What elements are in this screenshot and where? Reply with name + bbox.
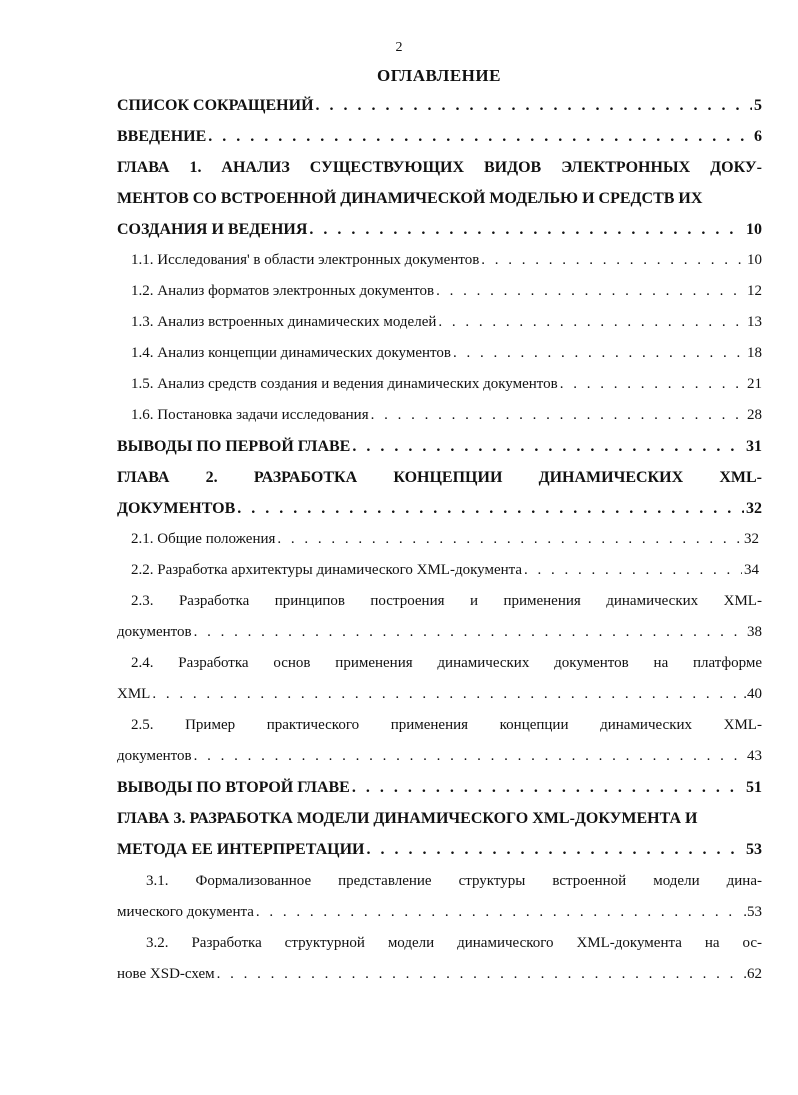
toc-entry-text: 1.5. Анализ средств создания и ведения динамических документов [131,376,558,392]
leader-dots [194,624,745,641]
leader-dots [524,562,742,579]
page-title: ОГЛАВЛЕНИЕ [377,66,501,85]
word: ос- [742,935,762,951]
leader-dots [481,252,745,269]
word: Формализованное [195,873,312,889]
word: модели [387,935,435,951]
toc-entry-page: 38 [747,624,762,640]
word: РАЗРАБОТКА [253,469,358,486]
toc-entry-3-1[interactable] [117,904,762,926]
word: 1. [189,159,202,176]
toc-entry-chapter-3-line-1 [117,810,762,832]
word: структурной [284,935,365,951]
toc-entry-text: 1.1. Исследования' в области электронных документов [131,252,480,268]
toc-entry-text: ВЫВОДЫ ПО ПЕРВОЙ ГЛАВЕ [117,438,351,455]
toc-entry-1-3[interactable] [131,314,762,336]
word: 3.1. [146,873,169,889]
toc-entry-chapter-1[interactable] [117,221,762,243]
word: концепции [499,717,569,733]
toc-entry-page: 10 [747,252,762,268]
toc-entry-conclusions-2[interactable] [117,779,762,801]
toc-entry-page: 32 [744,531,759,547]
word: на [704,935,720,951]
word: Разработка [191,935,262,951]
word: КОНЦЕПЦИИ [393,469,503,486]
toc-entry-page: .53 [743,904,762,920]
toc-entry-text: 1.3. Анализ встроенных динамических моделей [131,314,437,330]
word: и [469,593,478,609]
word: ДИНАМИЧЕСКИХ [538,469,684,486]
leader-dots [152,686,741,703]
word: платформе [693,655,762,671]
toc-entry-text: документов [117,624,192,640]
toc-entry-page: 28 [747,407,762,423]
toc-entry-page: .40 [743,686,762,702]
toc-entry-page: 13 [747,314,762,330]
toc-entry-chapter-2-line-1 [117,469,762,491]
toc-entry-1-5[interactable] [131,376,762,398]
leader-dots [194,748,745,765]
toc-entry-page: 53 [746,841,762,858]
toc-entry-chapter-1-line-1 [117,159,762,181]
toc-entry-page: 6 [754,128,762,145]
leader-dots [309,221,744,239]
toc-entry-text: 1.4. Анализ концепции динамических документов [131,345,451,361]
toc-entry-2-3-line-1 [131,593,762,615]
word: динамических [600,717,693,733]
word: динамических [606,593,699,609]
word: АНАЛИЗ [221,159,290,176]
word: применения [335,655,413,671]
leader-dots [256,904,741,921]
toc-entry-page: 5 [754,97,762,114]
word: Разработка [178,655,249,671]
word: дина- [726,873,762,889]
word: документов [554,655,629,671]
word: структуры [458,873,526,889]
toc-entry-text: 2.1. Общие положения [131,531,276,547]
toc-entry-page: 32 [746,500,762,517]
toc-entry-chapter-1-line-2 [117,190,762,212]
toc-entry-1-1[interactable] [131,252,762,274]
word: модели [653,873,700,889]
toc-entry-conclusions-1[interactable] [117,438,762,460]
word: Пример [185,717,236,733]
word: 2.3. [131,593,154,609]
toc-entry-chapter-3[interactable] [117,841,762,863]
toc-entry-text: СПИСОК СОКРАЩЕНИЙ [117,97,314,114]
word: применения [503,593,581,609]
word: СУЩЕСТВУЮЩИХ [309,159,465,176]
toc-entry-text: мического документа [117,904,254,920]
toc-entry-3-2-line-1 [146,935,762,957]
toc-entry-page: 51 [746,779,762,796]
word: практического [266,717,360,733]
word: 3.2. [146,935,169,951]
leader-dots [371,407,745,424]
word: Разработка [178,593,250,609]
toc-entry-2-5-line-1 [131,717,762,739]
word: XML- [723,717,762,733]
toc-entry-chapter-2[interactable] [117,500,762,522]
leader-dots [316,97,752,115]
leader-dots [560,376,745,393]
toc-entry-page: 10 [746,221,762,238]
toc-entry-text: МЕНТОВ СО ВСТРОЕННОЙ ДИНАМИЧЕСКОЙ МОДЕЛЬЮ И СРЕДСТВ ИХ [117,190,703,207]
word: ГЛАВА [117,469,170,486]
word: XML- [719,469,762,486]
toc-entry-text: ВВЕДЕНИЕ [117,128,207,145]
toc-entry-text: нове XSD-схем [117,966,215,982]
page-number: 2 [395,40,403,55]
word: XML-документа [576,935,682,951]
toc-entry-text: МЕТОДА ЕЕ ИНТЕРПРЕТАЦИИ [117,841,365,858]
toc-entry-2-2[interactable] [131,562,759,584]
toc-entry-page: 12 [747,283,762,299]
word: динамических [437,655,530,671]
toc-entry-page: 43 [747,748,762,764]
toc-entry-text: документов [117,748,192,764]
toc-entry-text: 1.2. Анализ форматов электронных документов [131,283,435,299]
leader-dots [453,345,745,362]
word: построения [370,593,445,609]
word: 2.5. [131,717,154,733]
toc-entry-page: 34 [744,562,759,578]
word: встроенной [552,873,627,889]
leader-dots [366,841,744,859]
leader-dots [438,314,745,331]
word: основ [273,655,311,671]
toc-entry-text: ГЛАВА 3. РАЗРАБОТКА МОДЕЛИ ДИНАМИЧЕСКОГО XML-ДОКУМЕНТА И [117,810,698,827]
leader-dots [277,531,742,548]
toc-entry-page: 31 [746,438,762,455]
word: принципов [274,593,345,609]
leader-dots [217,966,742,983]
toc-entry-introduction[interactable] [117,128,762,150]
toc-entry-2-4-line-1 [131,655,762,677]
word: 2. [205,469,218,486]
word: применения [390,717,469,733]
word: 2.4. [131,655,154,671]
toc-entry-text: СОЗДАНИЯ И ВЕДЕНИЯ [117,221,308,238]
toc-entry-1-6[interactable] [131,407,762,429]
word: на [653,655,669,671]
toc-entry-1-2[interactable] [131,283,762,305]
word: ГЛАВА [117,159,170,176]
word: представление [338,873,432,889]
toc-entry-page: 21 [747,376,762,392]
toc-entry-2-4[interactable] [117,686,762,708]
word: ДОКУ- [710,159,762,176]
word: ВИДОВ [483,159,542,176]
leader-dots [208,128,752,146]
toc-entry-page: .62 [743,966,762,982]
toc-entry-text: 2.2. Разработка архитектуры динамического XML-документа [131,562,523,578]
leader-dots [436,283,745,300]
toc-entry-text: 1.6. Постановка задачи исследования [131,407,369,423]
word: динамического [457,935,554,951]
toc-entry-3-1-line-1 [146,873,762,895]
toc-entry-1-4[interactable] [131,345,762,367]
word: ЭЛЕКТРОННЫХ [561,159,691,176]
toc-entry-2-3[interactable] [117,624,762,646]
toc-entry-2-5[interactable] [117,748,762,770]
toc-entry-text: ВЫВОДЫ ПО ВТОРОЙ ГЛАВЕ [117,779,350,796]
leader-dots [352,438,744,456]
leader-dots [352,779,744,797]
toc-entry-text: XML [117,686,151,702]
word: XML- [723,593,762,609]
toc-entry-3-2[interactable] [117,966,762,988]
toc-entry-page: 18 [747,345,762,361]
toc-entry-2-1[interactable] [131,531,759,553]
leader-dots [237,500,744,518]
toc-entry-abbreviations[interactable] [117,97,762,119]
toc-entry-text: ДОКУМЕНТОВ [117,500,236,517]
